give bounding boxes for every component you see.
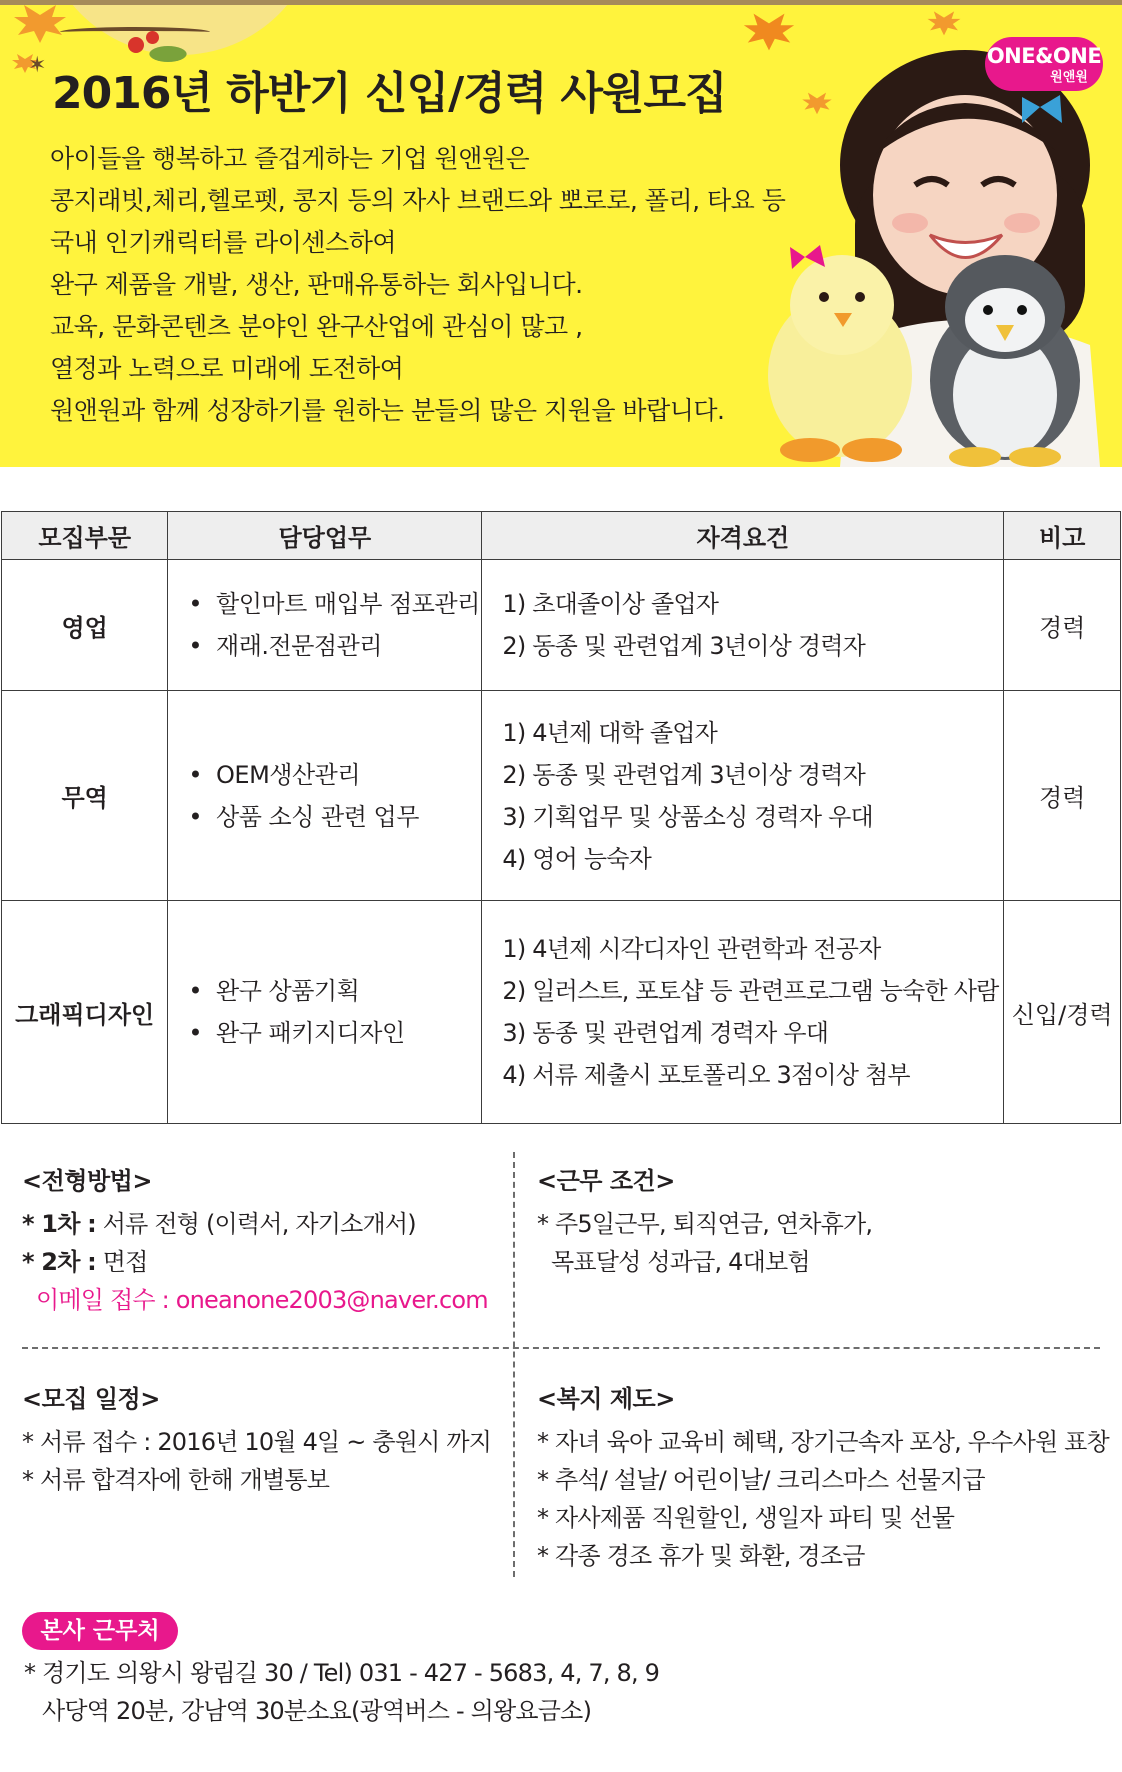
duty-item: • OEM생산관리 <box>188 754 481 796</box>
duty-item: • 상품 소싱 관련 업무 <box>188 796 481 838</box>
requirements-cell <box>482 691 1004 901</box>
application-email[interactable]: 이메일 접수 : oneanone2003@naver.com <box>36 1286 488 1314</box>
intro-line: 교육, 문화콘텐츠 분야인 완구산업에 관심이 많고 , <box>50 312 583 341</box>
selection-method-section <box>22 1165 488 1319</box>
vertical-divider <box>513 1152 515 1577</box>
schedule-line: * 서류 합격자에 한해 개별통보 <box>22 1466 330 1494</box>
duties-cell <box>168 901 482 1124</box>
section-title: <근무 조건> <box>537 1167 675 1195</box>
table-row <box>2 901 1121 1124</box>
company-logo <box>985 37 1103 91</box>
step-text: 면접 <box>95 1248 148 1276</box>
requirements-cell <box>482 901 1004 1124</box>
step-label: * 1차 : <box>22 1210 96 1238</box>
duty-item: • 완구 패키지디자인 <box>188 1012 481 1054</box>
hq-address-line: * 경기도 의왕시 왕림길 30 / Tel) 031 - 427 - 5683, 4, 7, 8, 9 <box>24 1659 660 1687</box>
requirement-item: 1) 초대졸이상 졸업자 <box>502 590 719 618</box>
department-cell: 영업 <box>2 560 168 691</box>
requirement-item: 3) 기획업무 및 상품소싱 경력자 우대 <box>502 802 873 831</box>
hero-banner <box>0 0 1122 467</box>
intro-line: 열정과 노력으로 미래에 도전하여 <box>50 354 404 383</box>
schedule-section <box>22 1383 491 1499</box>
requirement-item: 3) 동종 및 관련업계 경력자 우대 <box>502 1019 829 1047</box>
requirement-item: 1) 4년제 대학 졸업자 <box>502 718 718 747</box>
intro-line: 원앤원과 함께 성장하기를 원하는 분들의 많은 지원을 바랍니다. <box>50 396 725 425</box>
welfare-line: * 각종 경조 휴가 및 화환, 경조금 <box>537 1542 865 1570</box>
duties-cell <box>168 691 482 901</box>
department-cell: 무역 <box>2 691 168 901</box>
condition-line: * 주5일근무, 퇴직연금, 연차휴가, <box>537 1210 873 1238</box>
table-header-row <box>2 512 1121 560</box>
headquarters-badge: 본사 근무처 <box>22 1612 178 1650</box>
intro-line: 국내 인기캐릭터를 라이센스하여 <box>50 228 396 257</box>
table-row <box>2 560 1121 691</box>
welfare-line: * 자녀 육아 교육비 혜택, 장기근속자 포상, 우수사원 표창 <box>537 1428 1109 1456</box>
condition-line: 목표달성 성과급, 4대보험 <box>551 1248 810 1276</box>
work-conditions-section <box>537 1165 872 1281</box>
duty-item: • 완구 상품기획 <box>188 970 481 1012</box>
schedule-line: * 서류 접수 : 2016년 10월 4일 ~ 충원시 까지 <box>22 1428 492 1456</box>
header-department: 모집부문 <box>2 512 168 560</box>
headquarters-info <box>24 1654 659 1730</box>
intro-line: 완구 제품을 개발, 생산, 판매유통하는 회사입니다. <box>50 270 583 299</box>
logo-wordmark: ONE&ONE <box>986 44 1102 68</box>
berry-decoration <box>128 37 144 53</box>
step-label: * 2차 : <box>22 1248 96 1276</box>
duty-item: • 할인마트 매입부 점포관리 <box>188 583 481 625</box>
intro-line: 콩지래빗,체리,헬로펫, 콩지 등의 자사 브랜드와 뽀로로, 폴리, 타요 등 <box>50 186 786 215</box>
maple-leaf-icon <box>925 9 963 39</box>
intro-text <box>50 138 810 432</box>
header-note: 비고 <box>1004 512 1121 560</box>
logo-korean: 원앤원 <box>1050 70 1088 85</box>
girl-with-plush-toys-illustration <box>760 45 1122 467</box>
department-cell: 그래픽디자인 <box>2 901 168 1124</box>
requirement-item: 2) 일러스트, 포토샵 등 관련프로그램 능숙한 사람 <box>502 977 999 1005</box>
duty-item: • 재래.전문점관리 <box>188 625 481 667</box>
hq-directions-line: 사당역 20분, 강남역 30분소요(광역버스 - 의왕요금소) <box>42 1697 592 1725</box>
requirement-item: 4) 서류 제출시 포토폴리오 3점이상 첨부 <box>502 1061 910 1089</box>
note-cell: 신입/경력 <box>1004 901 1121 1124</box>
horizontal-divider <box>22 1347 1100 1349</box>
requirement-item: 2) 동종 및 관련업계 3년이상 경력자 <box>502 632 865 660</box>
requirement-item: 2) 동종 및 관련업계 3년이상 경력자 <box>502 760 865 789</box>
requirements-cell <box>482 560 1004 691</box>
welfare-line: * 추석/ 설날/ 어린이날/ 크리스마스 선물지급 <box>537 1466 985 1494</box>
table-row <box>2 691 1121 901</box>
header-duties: 담당업무 <box>168 512 482 560</box>
header-requirements: 자격요건 <box>482 512 1004 560</box>
duties-cell <box>168 560 482 691</box>
note-cell: 경력 <box>1004 691 1121 901</box>
section-title: <모집 일정> <box>22 1385 160 1413</box>
requirement-item: 1) 4년제 시각디자인 관련학과 전공자 <box>502 935 881 963</box>
note-cell: 경력 <box>1004 560 1121 691</box>
page-title: 2016년 하반기 신입/경력 사원모집 <box>52 68 727 119</box>
recruitment-table <box>1 511 1121 1124</box>
step-text: 서류 전형 (이력서, 자기소개서) <box>95 1210 416 1238</box>
branch-decoration <box>60 27 210 37</box>
section-title: <복지 제도> <box>537 1385 675 1413</box>
selection-step-2 <box>22 1243 488 1281</box>
welfare-section <box>537 1383 1109 1575</box>
requirement-item: 4) 영어 능숙자 <box>502 844 651 873</box>
selection-step-1 <box>22 1205 488 1243</box>
intro-line: 아이들을 행복하고 즐겁게하는 기업 원앤원은 <box>50 144 530 173</box>
maple-leaf-icon <box>10 5 70 45</box>
star-icon: ✶ <box>28 53 47 78</box>
welfare-line: * 자사제품 직원할인, 생일자 파티 및 선물 <box>537 1504 955 1532</box>
section-title: <전형방법> <box>22 1167 152 1195</box>
